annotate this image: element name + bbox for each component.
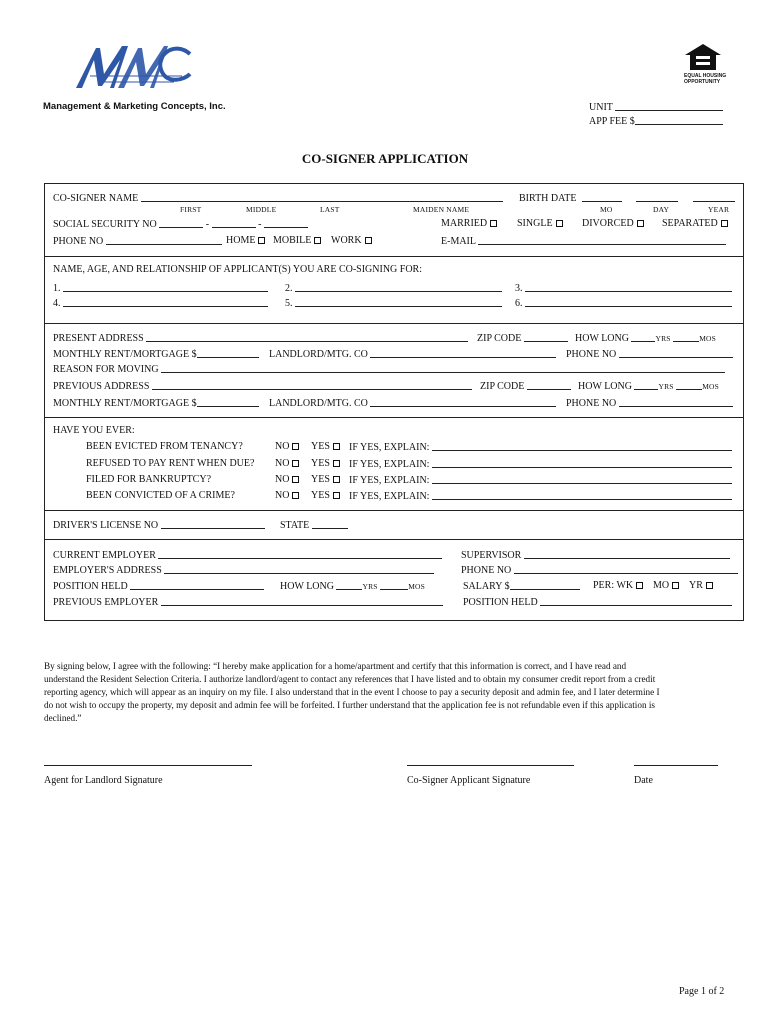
question-evicted: BEEN EVICTED FROM TENANCY? xyxy=(86,441,243,452)
cosigning-heading: NAME, AGE, AND RELATIONSHIP OF APPLICANT(S) YOU ARE CO-SIGNING FOR: xyxy=(53,264,423,275)
sub-maiden: MAIDEN NAME xyxy=(413,205,470,214)
page-number: Page 1 of 2 xyxy=(679,986,725,997)
cosign-line-6[interactable]: 6. xyxy=(515,297,732,309)
cosign-line-2[interactable]: 2. xyxy=(285,282,502,294)
agent-signature-label: Agent for Landlord Signature xyxy=(44,775,163,786)
previous-landlord-field[interactable]: LANDLORD/MTG. CO xyxy=(269,397,556,409)
bankruptcy-no-checkbox[interactable]: NO xyxy=(275,474,299,485)
home-checkbox[interactable]: HOME xyxy=(226,235,265,246)
present-landlord-field[interactable]: LANDLORD/MTG. CO xyxy=(269,348,556,360)
divider xyxy=(44,256,744,257)
cosign-line-1[interactable]: 1. xyxy=(53,282,268,294)
present-how-long-field[interactable]: HOW LONG YRS MOS xyxy=(575,333,717,344)
per-mo-checkbox[interactable]: MO xyxy=(653,580,679,591)
previous-rent-field[interactable]: MONTHLY RENT/MORTGAGE $ xyxy=(53,397,259,409)
refused-explain-field[interactable]: IF YES, EXPLAIN: xyxy=(349,458,732,470)
question-crime: BEEN CONVICTED OF A CRIME? xyxy=(86,490,235,501)
cosign-line-3[interactable]: 3. xyxy=(515,282,732,294)
phone-field[interactable]: PHONE NO xyxy=(53,235,222,247)
equal-housing-text: EQUAL HOUSING OPPORTUNITY xyxy=(684,73,727,85)
current-employer-field[interactable]: CURRENT EMPLOYER xyxy=(53,549,442,561)
crime-explain-field[interactable]: IF YES, EXPLAIN: xyxy=(349,490,732,502)
previous-landlord-phone-field[interactable]: PHONE NO xyxy=(566,397,733,409)
present-zip-field[interactable]: ZIP CODE xyxy=(477,332,568,344)
crime-no-checkbox[interactable]: NO xyxy=(275,490,299,501)
cosigner-name-field[interactable]: CO-SIGNER NAME xyxy=(53,192,503,204)
employer-phone-field[interactable]: PHONE NO xyxy=(461,564,738,576)
company-logo xyxy=(70,36,195,98)
cosigner-signature-label: Co-Signer Applicant Signature xyxy=(407,775,531,786)
cosign-line-4[interactable]: 4. xyxy=(53,297,268,309)
single-checkbox[interactable]: SINGLE xyxy=(517,218,563,229)
present-rent-field[interactable]: MONTHLY RENT/MORTGAGE $ xyxy=(53,348,259,360)
employment-how-long-field[interactable]: HOW LONG YRS MOS xyxy=(280,581,426,592)
previous-position-field[interactable]: POSITION HELD xyxy=(463,596,732,608)
per-yr-checkbox[interactable]: YR xyxy=(689,580,713,591)
reason-moving-field[interactable]: REASON FOR MOVING xyxy=(53,363,725,375)
divorced-checkbox[interactable]: DIVORCED xyxy=(582,218,644,229)
present-landlord-phone-field[interactable]: PHONE NO xyxy=(566,348,733,360)
divider xyxy=(44,417,744,418)
ssn-field[interactable]: SOCIAL SECURITY NO - - xyxy=(53,218,308,230)
work-checkbox[interactable]: WORK xyxy=(331,235,372,246)
refused-no-checkbox[interactable]: NO xyxy=(275,458,299,469)
unit-field[interactable]: UNIT xyxy=(589,101,723,113)
email-field[interactable]: E-MAIL xyxy=(441,235,726,247)
app-fee-field[interactable]: APP FEE $ xyxy=(589,115,723,127)
crime-yes-checkbox[interactable]: YES xyxy=(311,490,340,501)
employer-address-field[interactable]: EMPLOYER'S ADDRESS xyxy=(53,564,434,576)
position-held-field[interactable]: POSITION HELD xyxy=(53,580,264,592)
divider xyxy=(44,323,744,324)
previous-employer-field[interactable]: PREVIOUS EMPLOYER xyxy=(53,596,443,608)
evicted-no-checkbox[interactable]: NO xyxy=(275,441,299,452)
previous-zip-field[interactable]: ZIP CODE xyxy=(480,380,571,392)
previous-how-long-field[interactable]: HOW LONG YRS MOS xyxy=(578,381,720,392)
married-checkbox[interactable]: MARRIED xyxy=(441,218,497,229)
company-name: Management & Marketing Concepts, Inc. xyxy=(43,101,226,112)
sub-middle: MIDDLE xyxy=(246,205,277,214)
mobile-checkbox[interactable]: MOBILE xyxy=(273,235,321,246)
agent-signature-line[interactable] xyxy=(44,765,252,766)
drivers-license-field[interactable]: DRIVER'S LICENSE NO xyxy=(53,519,265,531)
supervisor-field[interactable]: SUPERVISOR xyxy=(461,549,730,561)
page-title: CO-SIGNER APPLICATION xyxy=(301,151,469,166)
separated-checkbox[interactable]: SEPARATED xyxy=(662,218,728,229)
cosign-line-5[interactable]: 5. xyxy=(285,297,502,309)
birth-date-field[interactable]: BIRTH DATE xyxy=(519,192,735,204)
salary-field[interactable]: SALARY $ xyxy=(463,580,580,592)
divider xyxy=(44,510,744,511)
history-heading: HAVE YOU EVER: xyxy=(53,425,135,436)
date-line[interactable] xyxy=(634,765,718,766)
sub-year: YEAR xyxy=(708,205,730,214)
evicted-yes-checkbox[interactable]: YES xyxy=(311,441,340,452)
sub-last: LAST xyxy=(320,205,340,214)
refused-yes-checkbox[interactable]: YES xyxy=(311,458,340,469)
bankruptcy-explain-field[interactable]: IF YES, EXPLAIN: xyxy=(349,474,732,486)
bankruptcy-yes-checkbox[interactable]: YES xyxy=(311,474,340,485)
present-address-field[interactable]: PRESENT ADDRESS xyxy=(53,332,468,344)
sub-mo: MO xyxy=(600,205,613,214)
agreement-text: By signing below, I agree with the following: “I hereby make application for a home/apartment and certify that this information is correct, and I have read and understand the Resident Selection Criteria. I authorize landlord/agent to contact any references that I have listed and to obtain my consumer credit report from a credit reporting agency, which will appear as an inquiry on my file. I also understand that in the event I choose to pay a security deposit and admin fee, and I later determine I do not wish to occupy the property, my deposit and admin fee will be forfeited. I further understand that the application fee is not refundable even if this application is declined.” xyxy=(44,661,660,723)
cosigner-signature-line[interactable] xyxy=(407,765,574,766)
question-bankruptcy: FILED FOR BANKRUPTCY? xyxy=(86,474,212,485)
evicted-explain-field[interactable]: IF YES, EXPLAIN: xyxy=(349,441,732,453)
per-wk-checkbox[interactable]: PER: WK xyxy=(593,580,643,591)
sub-first: FIRST xyxy=(180,205,202,214)
previous-address-field[interactable]: PREVIOUS ADDRESS xyxy=(53,380,472,392)
equal-housing-icon xyxy=(683,43,723,71)
sub-day: DAY xyxy=(653,205,670,214)
divider xyxy=(44,539,744,540)
date-label: Date xyxy=(634,775,653,786)
question-refused-rent: REFUSED TO PAY RENT WHEN DUE? xyxy=(86,458,255,469)
state-field[interactable]: STATE xyxy=(280,519,348,531)
